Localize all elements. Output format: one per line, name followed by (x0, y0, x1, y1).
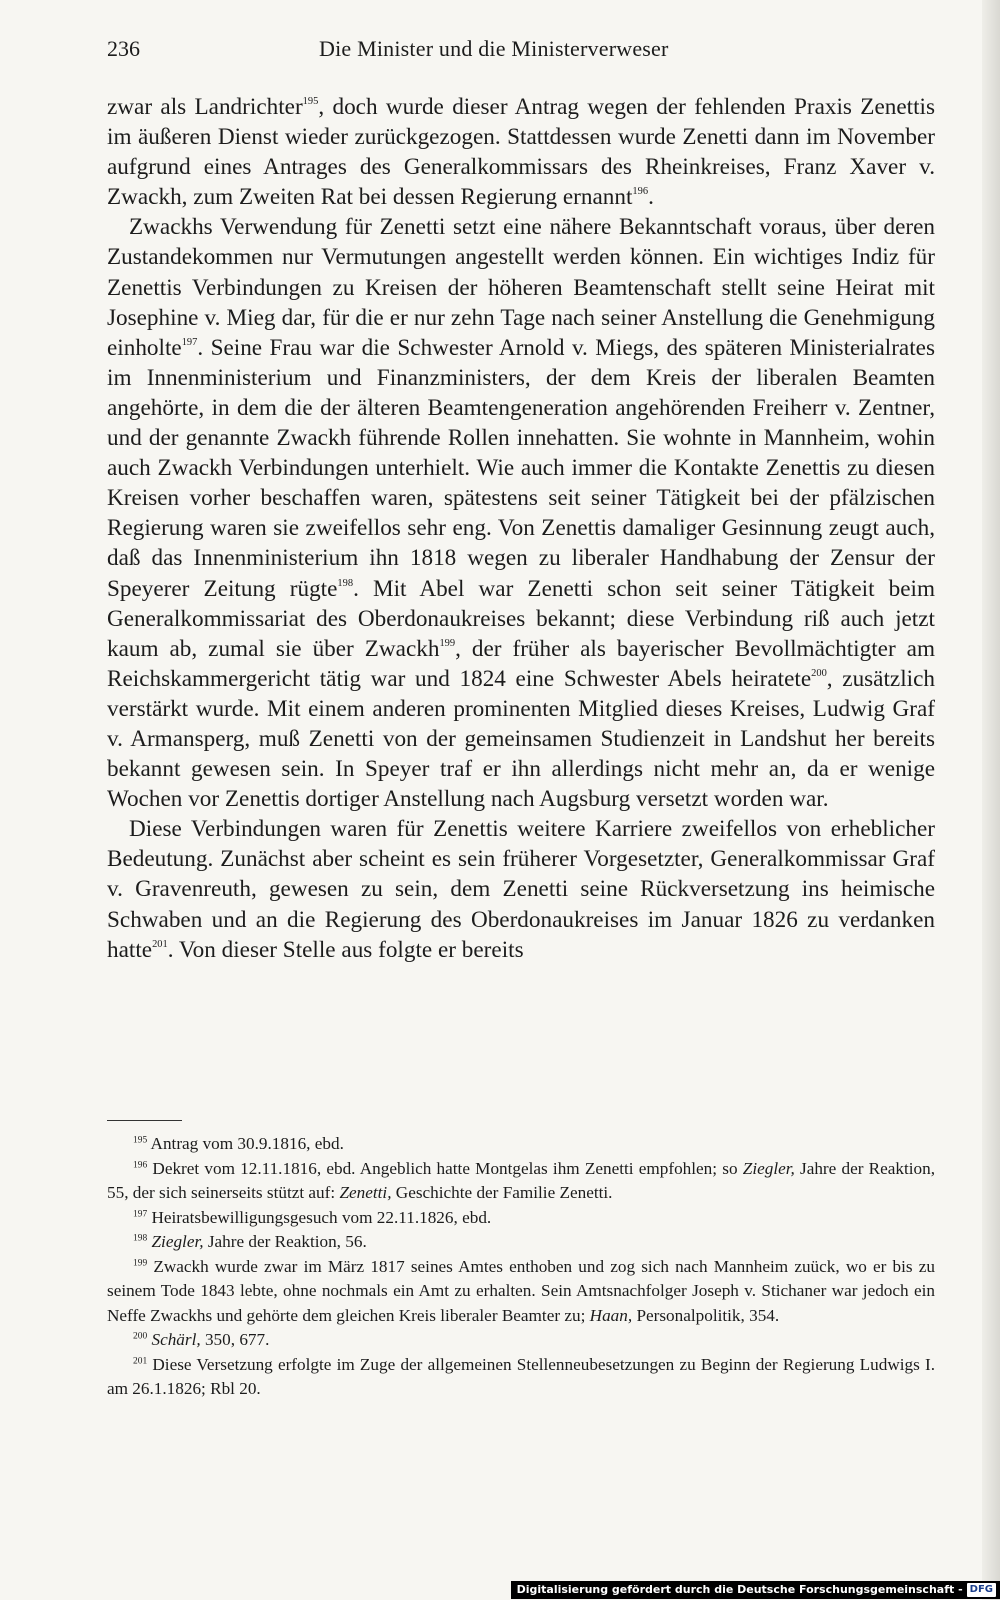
footnote-text: Geschichte der Familie Zenetti. (391, 1183, 613, 1202)
text-run: , der früher als bayerischer Bevollmächtigter am Reichskammergericht tätig war und 1824 eine Schwester Abels heiratete (107, 635, 935, 692)
author-name: Ziegler, (742, 1158, 795, 1178)
footnote-ref-196[interactable]: 196 (632, 186, 649, 198)
footnote-ref-200[interactable]: 200 (811, 667, 827, 679)
page-edge (982, 0, 1000, 1600)
footnote-number: 201 (133, 1355, 148, 1366)
text-run: . (648, 184, 654, 211)
footnotes (107, 1132, 935, 1402)
footnote-text: Dekret vom 12.11.1816, ebd. Angeblich hatte Montgelas ihm Zenetti empfohlen; so (152, 1158, 743, 1178)
text-run: , doch wurde dieser Antrag wegen der fehlenden Praxis Zenettis im äußeren Dienst wieder zurückgezogen. Stattdessen wurde Zenetti dann im November aufgrund eines Antrages des Generalkommissars des Rheinkreises, Franz Xaver v. Zwackh, zum Zweiten Rat bei dessen Regierung ernannt (107, 94, 935, 211)
main-text (107, 92, 935, 965)
footnote-text: Jahre der Reaktion, 55, der sich seinerseits stützt auf: (107, 1158, 936, 1202)
banner-text: Digitalisierung gefördert durch die Deutsche Forschungsgemeinschaft - (516, 1583, 963, 1596)
footnote-text: Antrag vom 30.9.1816, ebd. (150, 1134, 344, 1153)
footnote-number: 196 (133, 1159, 148, 1170)
footnote-number: 199 (133, 1257, 148, 1268)
footnote-text: Personalpolitik, 354. (632, 1305, 780, 1325)
author-name: Haan, (589, 1305, 633, 1325)
footnote-text: Diese Versetzung erfolgte im Zuge der allgemeinen Stellenneubesetzungen zu Beginn der Regierung Ludwigs I. am 26.1.1826; Rbl 20. (107, 1354, 936, 1398)
text-run: Zwackhs Verwendung für Zenetti setzt eine nähere Bekanntschaft voraus, über deren Zustandekommen nur Vermutungen angestellt werden können. Ein wichtiges Indiz für Zenettis Verbindungen zu Kreisen der höheren Beamtenschaft stellt seine Heirat mit Josephine v. Mieg dar, für die er nur zehn Tage nach seiner Anstellung die Genehmigung einholte (107, 214, 935, 361)
dfg-funding-banner (511, 1581, 1000, 1599)
footnote-number: 197 (133, 1208, 148, 1219)
footnote-197 (107, 1206, 935, 1231)
author-name: Zenetti, (339, 1183, 392, 1202)
footnote-text: Heiratsbewilligungsgesuch vom 22.11.1826, ebd. (151, 1207, 492, 1227)
paragraph-3 (107, 814, 935, 964)
page-number: 236 (107, 36, 140, 61)
footnote-ref-195[interactable]: 195 (302, 96, 319, 108)
footnote-number: 198 (133, 1233, 148, 1244)
footnote-text: Zwackh wurde zwar im März 1817 seines Amtes enthoben und zog sich nach Mannheim zuück, wo er bis zu seinem Tode 1843 lebte, ohne nochmals ein Amt zu erhalten. Sein Amtsnachfolger Joseph v. Stichaner war jedoch ein Neffe Zwackhs und gehörte dem gleichen Kreis liberaler Beamter zu; (107, 1256, 935, 1325)
footnote-ref-197[interactable]: 197 (181, 336, 198, 348)
text-run: , zusätzlich verstärkt wurde. Mit einem anderen prominenten Mitglied dieses Kreises, Ludwig Graf v. Armansperg, muß Zenetti von der gemeinsamen Studienzeit in Landshut her bereits bekannt gewesen sein. In Speyer traf er ihn allerdings nicht mehr an, da er wenige Wochen vor Zenettis dortiger Anstellung nach Augsburg versetzt worden war. (107, 665, 935, 813)
footnote-196 (107, 1157, 935, 1206)
text-run: . Mit Abel war Zenetti schon seit seiner Tätigkeit beim Generalkommissariat des Oberdonaukreises bekannt; diese Verbindung riß auch jetzt kaum ab, zumal sie über Zwackh (107, 575, 936, 662)
footnote-ref-198[interactable]: 198 (337, 577, 354, 589)
footnote-ref-201[interactable]: 201 (152, 938, 168, 950)
footnote-ref-199[interactable]: 199 (439, 637, 456, 649)
footnote-number: 195 (133, 1135, 148, 1146)
paragraph-2 (107, 212, 935, 814)
footnote-198 (107, 1230, 935, 1255)
footnote-200 (107, 1328, 935, 1353)
author-name: Ziegler, (151, 1232, 204, 1251)
text-run: zwar als Landrichter (107, 94, 303, 120)
footnote-separator (107, 1120, 182, 1121)
footnote-text: 350, 677. (200, 1330, 270, 1349)
footnote-text: Jahre der Reaktion, 56. (203, 1232, 367, 1251)
footnote-199 (107, 1255, 935, 1329)
running-title: Die Minister und die Ministerverweser (319, 36, 669, 61)
footnote-number: 200 (133, 1331, 148, 1342)
text-run: . Von dieser Stelle aus folgte er bereits (167, 936, 524, 963)
footnote-201 (107, 1353, 935, 1402)
footnote-195 (107, 1132, 935, 1157)
dfg-logo-icon: DFG (967, 1583, 996, 1597)
paragraph-1 (107, 92, 935, 212)
author-name: Schärl, (151, 1330, 201, 1349)
text-run: . Seine Frau war die Schwester Arnold v. Miegs, des späteren Ministerialrates im Innenministerium und Finanzministers, der dem Kreis der liberalen Beamten angehörte, in dem die der älteren Beamtengeneration angehörenden Freiherr v. Zentner, und der genannte Zwackh führende Rollen innehatten. Sie wohnte in Mannheim, wohin auch Zwackh Verbindungen unterhielt. Wie auch immer die Kontakte Zenettis zu diesen Kreisen vorher beschaffen waren, spätestens seit seiner Tätigkeit bei der pfälzischen Regierung waren sie zweifellos sehr eng. Von Zenettis damaliger Gesinnung zeugt auch, daß das Innenministerium ihn 1818 wegen zu liberaler Handhabung der Zensur der Speyerer Zeitung rügte (107, 334, 935, 602)
text-run: Diese Verbindungen waren für Zenettis weitere Karriere zweifellos von erheblicher Bedeutung. Zunächst aber scheint es sein früherer Vorgesetzter, Generalkommissar Graf v. Gravenreuth, gewesen zu sein, dem Zenetti seine Rückversetzung ins heimische Schwaben und an die Regierung des Oberdonaukreises im Januar 1826 zu verdanken hatte (107, 816, 935, 963)
